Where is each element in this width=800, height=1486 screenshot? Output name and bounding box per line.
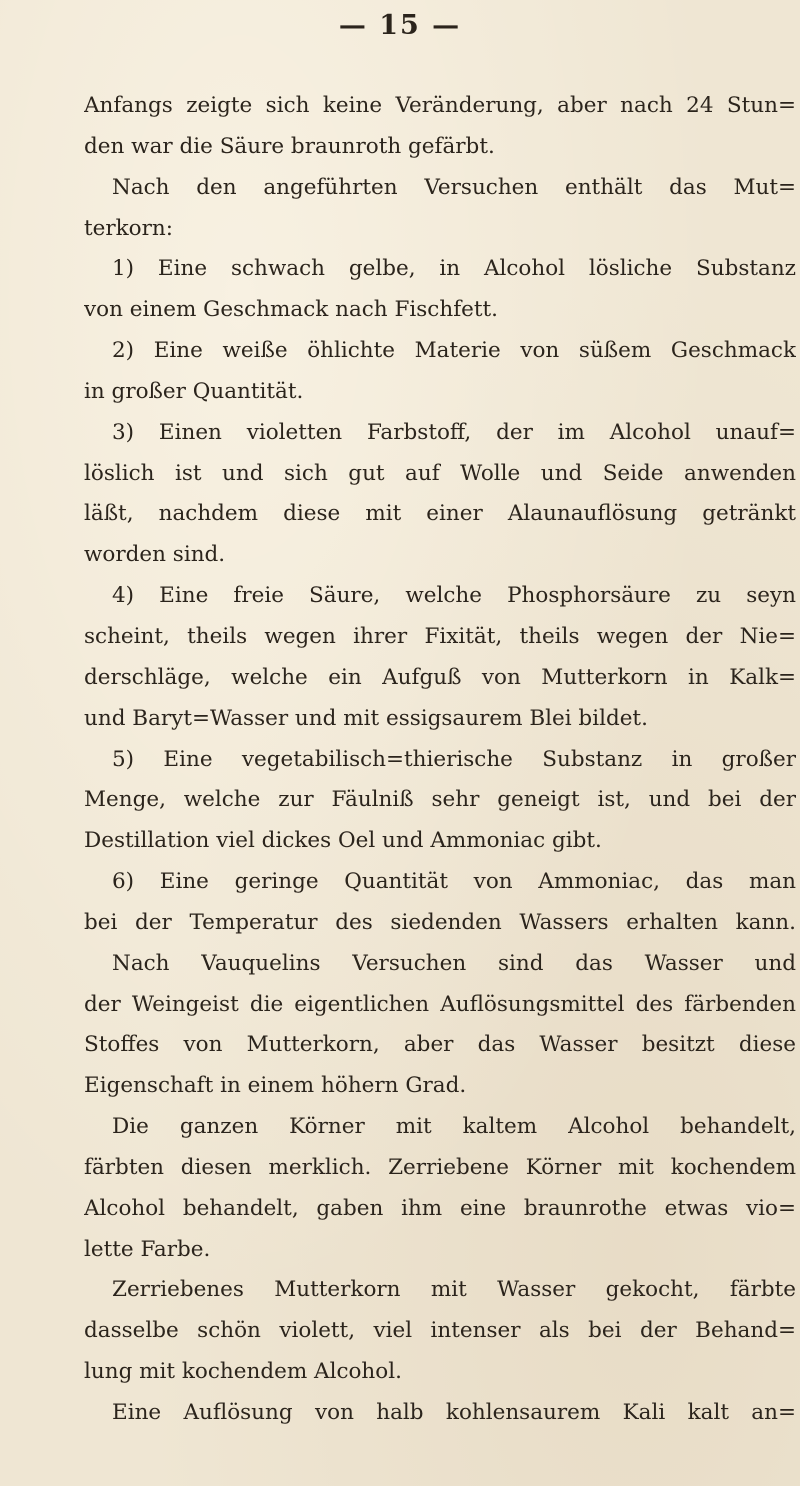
- text-line: und Baryt=Wasser und mit essigsaurem Blei bildet.: [84, 705, 648, 731]
- text-line: scheint, theils wegen ihrer Fixität, theils wegen der Nie=: [84, 623, 796, 649]
- text-line: Nach Vauquelins Versuchen sind das Wasser und: [112, 950, 796, 976]
- text-line: bei der Temperatur des siedenden Wassers erhalten kann.: [84, 909, 796, 935]
- text-line: Zerriebenes Mutterkorn mit Wasser gekocht, färbte: [112, 1277, 796, 1303]
- text-line: Eine Auflösung von halb kohlensaurem Kali kalt an=: [112, 1400, 796, 1425]
- text-line: der Weingeist die eigentlichen Auflösungsmittel des färbenden: [84, 991, 796, 1017]
- text-line: 5) Eine vegetabilisch=thierische Substanz in großer: [112, 746, 796, 772]
- page-number: — 15 —: [338, 10, 462, 41]
- text-line: färbten diesen merklich. Zerriebene Körner mit kochendem: [84, 1154, 796, 1180]
- text-line: Menge, welche zur Fäulniß sehr geneigt ist, und bei der: [84, 787, 796, 813]
- text-line: 3) Einen violetten Farbstoff, der im Alcohol unauf=: [112, 419, 796, 445]
- text-line: dasselbe schön violett, viel intenser als bei der Behand=: [84, 1318, 796, 1344]
- text-line: Alcohol behandelt, gaben ihm eine braunrothe etwas vio=: [84, 1195, 796, 1221]
- text-line: lung mit kochendem Alcohol.: [84, 1359, 402, 1385]
- text-line: lette Farbe.: [84, 1236, 211, 1262]
- text-line: läßt, nachdem diese mit einer Alaunauflösung getränkt: [84, 501, 796, 527]
- body-text: [84, 86, 796, 1434]
- text-line: Destillation viel dickes Oel und Ammoniac gibt.: [84, 828, 602, 854]
- text-line: Nach den angeführten Versuchen enthält das Mut=: [112, 174, 796, 200]
- text-line: derschläge, welche ein Aufguß von Mutterkorn in Kalk=: [84, 664, 796, 690]
- text-line: von einem Geschmack nach Fischfett.: [84, 297, 498, 323]
- text-line: terkorn:: [84, 215, 173, 241]
- text-line: worden sind.: [84, 542, 226, 568]
- text-line: Stoffes von Mutterkorn, aber das Wasser besitzt diese: [84, 1032, 796, 1058]
- text-line: 4) Eine freie Säure, welche Phosphorsäure zu seyn: [112, 583, 796, 609]
- text-line: Die ganzen Körner mit kaltem Alcohol behandelt,: [112, 1114, 796, 1140]
- text-line: in großer Quantität.: [84, 378, 304, 404]
- text-line: Eigenschaft in einem höhern Grad.: [84, 1073, 467, 1099]
- text-line: 6) Eine geringe Quantität von Ammoniac, das man: [112, 869, 796, 895]
- text-line: 1) Eine schwach gelbe, in Alcohol lösliche Substanz: [112, 256, 796, 282]
- text-line: 2) Eine weiße öhlichte Materie von süßem Geschmack: [112, 338, 796, 364]
- text-line: Anfangs zeigte sich keine Veränderung, aber nach 24 Stun=: [84, 93, 796, 118]
- text-line: den war die Säure braunroth gefärbt.: [84, 133, 495, 159]
- text-line: löslich ist und sich gut auf Wolle und Seide anwenden: [84, 460, 796, 486]
